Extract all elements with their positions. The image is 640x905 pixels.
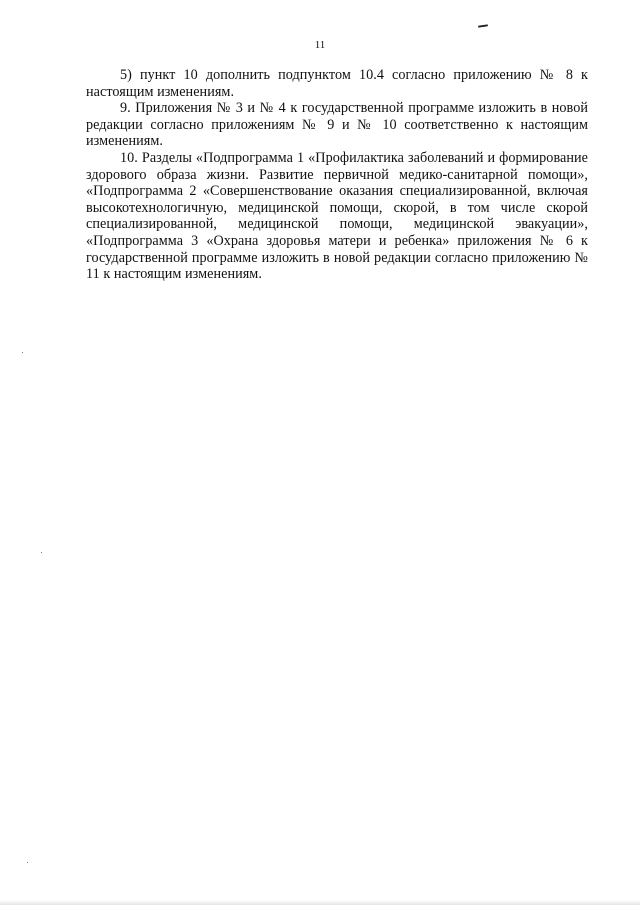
paragraph-item-9: 9. Приложения № 3 и № 4 к государственной программе изложить в новой редакции согласно приложениям № 9 и № 10 соответственно к настоящим изменениям. <box>86 100 588 150</box>
scan-speck <box>27 862 28 863</box>
scan-speck <box>22 352 23 353</box>
page-bottom-edge <box>0 900 640 905</box>
paragraph-item-5: 5) пункт 10 дополнить подпунктом 10.4 согласно приложению № 8 к настоящим изменениям. <box>86 67 588 100</box>
paragraph-item-10: 10. Разделы «Подпрограмма 1 «Профилактика заболеваний и формирование здорового образа жизни. Развитие первичной медико-санитарной помощи», «Подпрограмма 2 «Совершенствование оказания специализированной, включая высокотехнологичную, медицинской помощи, скорой, в том числе скорой специализированной, медицинской помощи, медицинской эвакуации», «Подпрограмма 3 «Охрана здоровья матери и ребенка» приложения № 6 к государственной программе изложить в новой редакции согласно приложению № 11 к настоящим изменениям. <box>86 149 588 283</box>
page-number: 11 <box>314 39 326 51</box>
scan-speck <box>41 552 42 553</box>
document-body <box>86 67 588 283</box>
scan-artifact-mark <box>478 24 488 27</box>
